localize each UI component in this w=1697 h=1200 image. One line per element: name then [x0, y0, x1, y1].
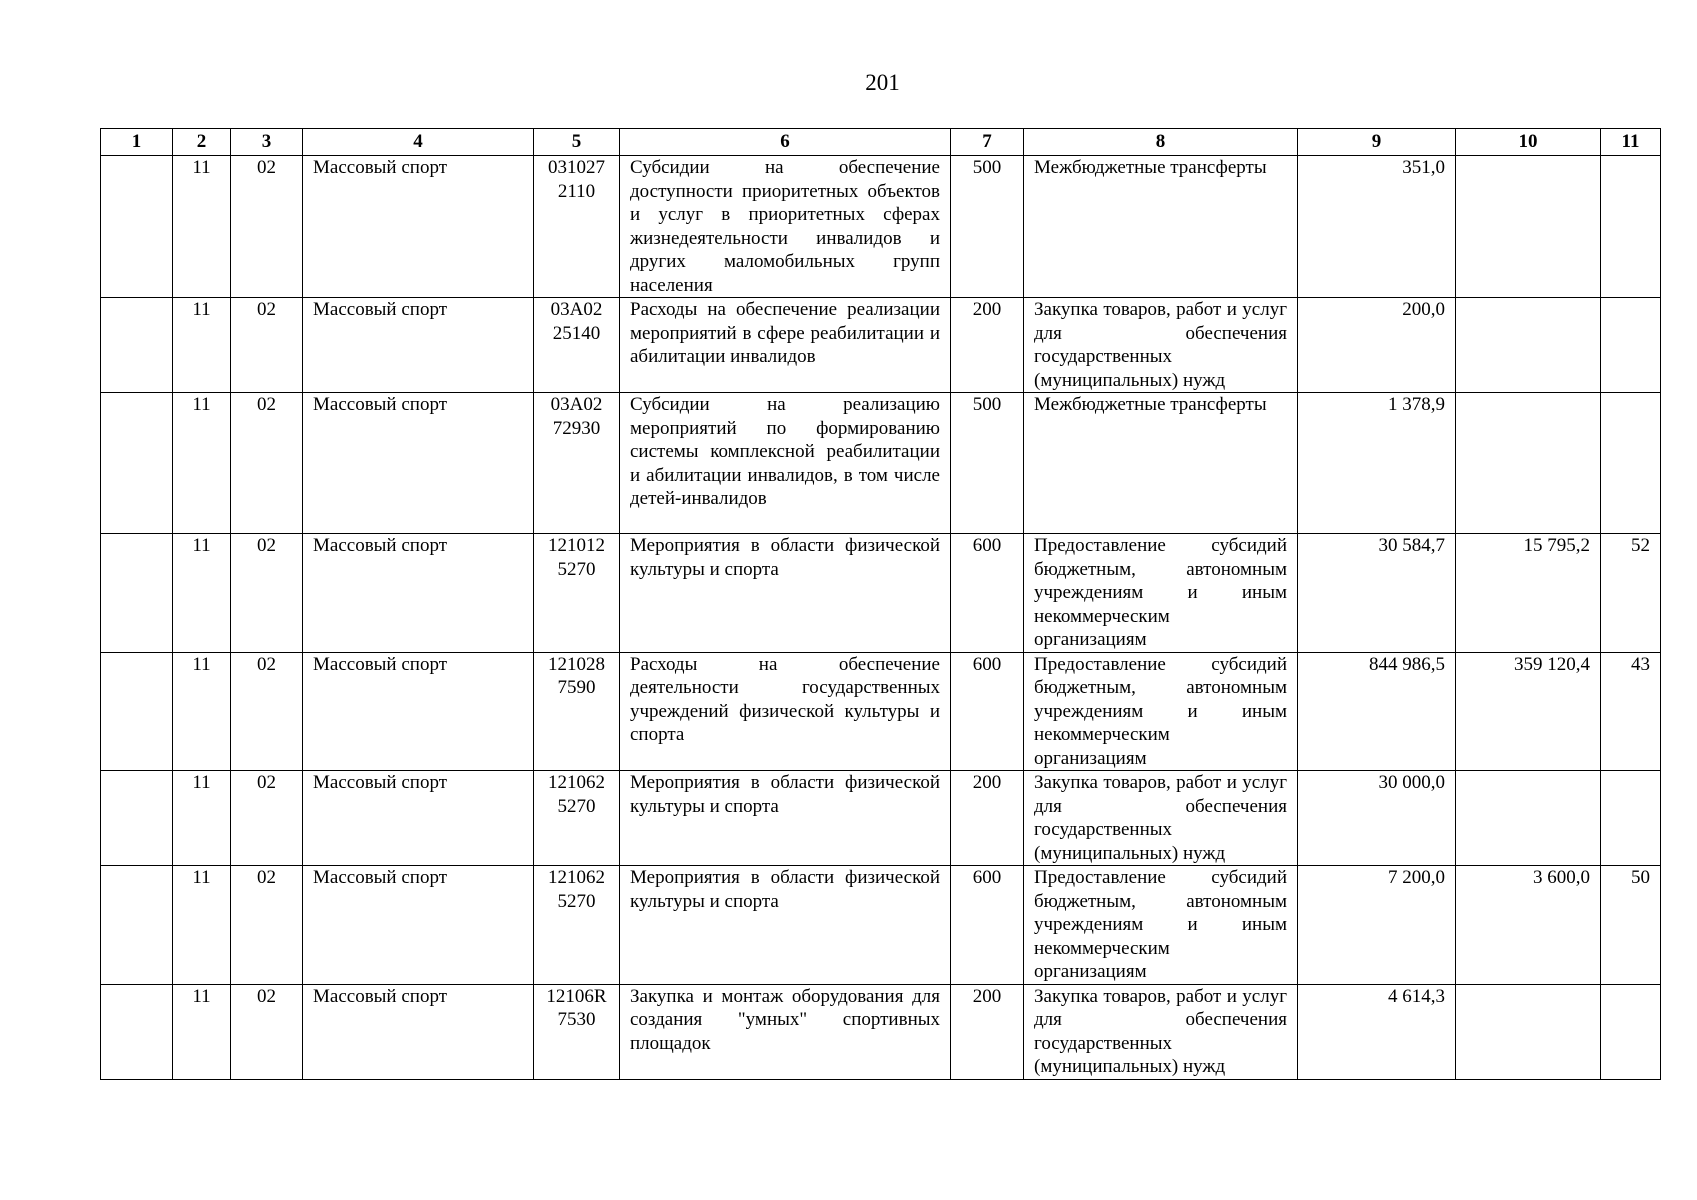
cell-expense-name: Закупка товаров, работ и услуг для обеспечения государственных (муниципальных) нужд — [1024, 984, 1298, 1079]
cell-amount-2 — [1456, 156, 1601, 298]
column-header: 3 — [231, 129, 303, 156]
cell-col1 — [101, 652, 173, 771]
cell-expense-type: 500 — [951, 393, 1024, 534]
code-part-1: 121062 — [548, 772, 605, 793]
cell-section-name: Массовый спорт — [303, 866, 534, 985]
cell-expense-type: 600 — [951, 866, 1024, 985]
cell-target-code — [534, 393, 620, 534]
cell-expense-type: 200 — [951, 771, 1024, 866]
cell-section: 11 — [173, 156, 231, 298]
cell-amount: 200,0 — [1298, 298, 1456, 393]
cell-col1 — [101, 156, 173, 298]
code-part-1: 03А02 — [550, 299, 603, 320]
cell-section: 11 — [173, 393, 231, 534]
code-part-1: 121028 — [548, 653, 605, 675]
cell-subsection: 02 — [231, 298, 303, 393]
cell-target-code — [534, 298, 620, 393]
header-row — [101, 129, 1661, 156]
column-header: 1 — [101, 129, 173, 156]
cell-section: 11 — [173, 771, 231, 866]
cell-amount: 1 378,9 — [1298, 393, 1456, 534]
cell-amount-2: 3 600,0 — [1456, 866, 1601, 985]
table-row — [101, 534, 1661, 653]
cell-amount-2: 15 795,2 — [1456, 534, 1601, 653]
cell-description: Субсидии на обеспечение доступности приоритетных объектов и услуг в приоритетных сферах жизнедеятельности инвалидов и других маломобильных групп населения — [620, 156, 951, 298]
cell-col1 — [101, 866, 173, 985]
cell-percent — [1601, 984, 1661, 1079]
cell-amount-2 — [1456, 771, 1601, 866]
code-part-1: 121012 — [548, 535, 605, 556]
cell-expense-name: Закупка товаров, работ и услуг для обеспечения государственных (муниципальных) нужд — [1024, 298, 1298, 393]
cell-amount: 7 200,0 — [1298, 866, 1456, 985]
code-part-1: 03А02 — [550, 394, 603, 415]
cell-subsection: 02 — [231, 984, 303, 1079]
cell-description: Расходы на обеспечение реализации мероприятий в сфере реабилитации и абилитации инвалидов — [620, 298, 951, 393]
table-row — [101, 866, 1661, 985]
cell-target-code — [534, 534, 620, 653]
table-row — [101, 156, 1661, 298]
code-part-2: 25140 — [552, 322, 601, 344]
cell-section: 11 — [173, 652, 231, 771]
table-row — [101, 984, 1661, 1079]
cell-section-name: Массовый спорт — [303, 984, 534, 1079]
cell-subsection: 02 — [231, 393, 303, 534]
column-header: 10 — [1456, 129, 1601, 156]
cell-target-code — [534, 866, 620, 985]
code-part-2: 72930 — [552, 417, 601, 439]
cell-section: 11 — [173, 534, 231, 653]
cell-percent: 50 — [1601, 866, 1661, 985]
cell-amount: 30 584,7 — [1298, 534, 1456, 653]
column-header: 11 — [1601, 129, 1661, 156]
cell-description: Мероприятия в области физической культуры и спорта — [620, 534, 951, 653]
cell-expense-name: Межбюджетные трансферты — [1024, 156, 1298, 298]
cell-subsection: 02 — [231, 652, 303, 771]
cell-target-code — [534, 652, 620, 771]
code-part-2: 7530 — [557, 1009, 596, 1030]
code-part-2: 2110 — [557, 180, 596, 202]
cell-col1 — [101, 771, 173, 866]
code-part-2: 5270 — [557, 558, 596, 580]
cell-col1 — [101, 298, 173, 393]
column-header: 9 — [1298, 129, 1456, 156]
cell-description: Мероприятия в области физической культуры и спорта — [620, 866, 951, 985]
column-header: 2 — [173, 129, 231, 156]
cell-expense-type: 200 — [951, 984, 1024, 1079]
table-row — [101, 652, 1661, 771]
page-number: 201 — [865, 70, 900, 95]
cell-col1 — [101, 393, 173, 534]
cell-subsection: 02 — [231, 771, 303, 866]
code-part-2: 5270 — [557, 795, 596, 817]
cell-subsection: 02 — [231, 866, 303, 985]
cell-expense-type: 200 — [951, 298, 1024, 393]
cell-section: 11 — [173, 984, 231, 1079]
code-part-2: 5270 — [557, 890, 596, 912]
cell-percent — [1601, 771, 1661, 866]
cell-section-name: Массовый спорт — [303, 156, 534, 298]
table-row — [101, 298, 1661, 393]
cell-percent: 52 — [1601, 534, 1661, 653]
cell-amount: 844 986,5 — [1298, 652, 1456, 771]
table-row — [101, 771, 1661, 866]
cell-section: 11 — [173, 866, 231, 985]
cell-target-code — [534, 771, 620, 866]
cell-section-name: Массовый спорт — [303, 393, 534, 534]
cell-expense-name: Межбюджетные трансферты — [1024, 393, 1298, 534]
table-row — [101, 393, 1661, 534]
cell-section-name: Массовый спорт — [303, 652, 534, 771]
column-header: 5 — [534, 129, 620, 156]
cell-col1 — [101, 534, 173, 653]
cell-amount: 4 614,3 — [1298, 984, 1456, 1079]
cell-expense-name: Предоставление субсидий бюджетным, автономным учреждениям и иным некоммерческим организациям — [1024, 866, 1298, 985]
cell-section-name: Массовый спорт — [303, 771, 534, 866]
cell-expense-name: Предоставление субсидий бюджетным, автономным учреждениям и иным некоммерческим организациям — [1024, 652, 1298, 771]
cell-expense-name: Закупка товаров, работ и услуг для обеспечения государственных (муниципальных) нужд — [1024, 771, 1298, 866]
cell-description: Расходы на обеспечение деятельности государственных учреждений физической культуры и спорта — [620, 652, 951, 771]
column-header: 4 — [303, 129, 534, 156]
budget-table — [100, 128, 1661, 1080]
code-part-2: 7590 — [557, 677, 596, 698]
cell-percent — [1601, 298, 1661, 393]
cell-description: Закупка и монтаж оборудования для создания "умных" спортивных площадок — [620, 984, 951, 1079]
cell-expense-type: 500 — [951, 156, 1024, 298]
cell-amount-2 — [1456, 298, 1601, 393]
cell-description: Субсидии на реализацию мероприятий по формированию системы комплексной реабилитации и абилитации инвалидов, в том числе детей-инвалидов — [620, 393, 951, 534]
column-header: 8 — [1024, 129, 1298, 156]
cell-target-code — [534, 156, 620, 298]
cell-percent — [1601, 156, 1661, 298]
code-part-1: 121062 — [548, 867, 605, 888]
cell-amount-2: 359 120,4 — [1456, 652, 1601, 771]
cell-percent: 43 — [1601, 652, 1661, 771]
cell-expense-name: Предоставление субсидий бюджетным, автономным учреждениям и иным некоммерческим организациям — [1024, 534, 1298, 653]
code-part-1: 031027 — [548, 157, 605, 178]
cell-expense-type: 600 — [951, 652, 1024, 771]
column-header: 7 — [951, 129, 1024, 156]
cell-expense-type: 600 — [951, 534, 1024, 653]
cell-amount: 351,0 — [1298, 156, 1456, 298]
column-header: 6 — [620, 129, 951, 156]
code-part-1: 12106R — [546, 985, 607, 1007]
cell-subsection: 02 — [231, 156, 303, 298]
cell-description: Мероприятия в области физической культуры и спорта — [620, 771, 951, 866]
cell-target-code — [534, 984, 620, 1079]
cell-amount-2 — [1456, 984, 1601, 1079]
cell-amount-2 — [1456, 393, 1601, 534]
cell-col1 — [101, 984, 173, 1079]
cell-section-name: Массовый спорт — [303, 534, 534, 653]
cell-amount: 30 000,0 — [1298, 771, 1456, 866]
cell-subsection: 02 — [231, 534, 303, 653]
cell-percent — [1601, 393, 1661, 534]
cell-section: 11 — [173, 298, 231, 393]
cell-section-name: Массовый спорт — [303, 298, 534, 393]
